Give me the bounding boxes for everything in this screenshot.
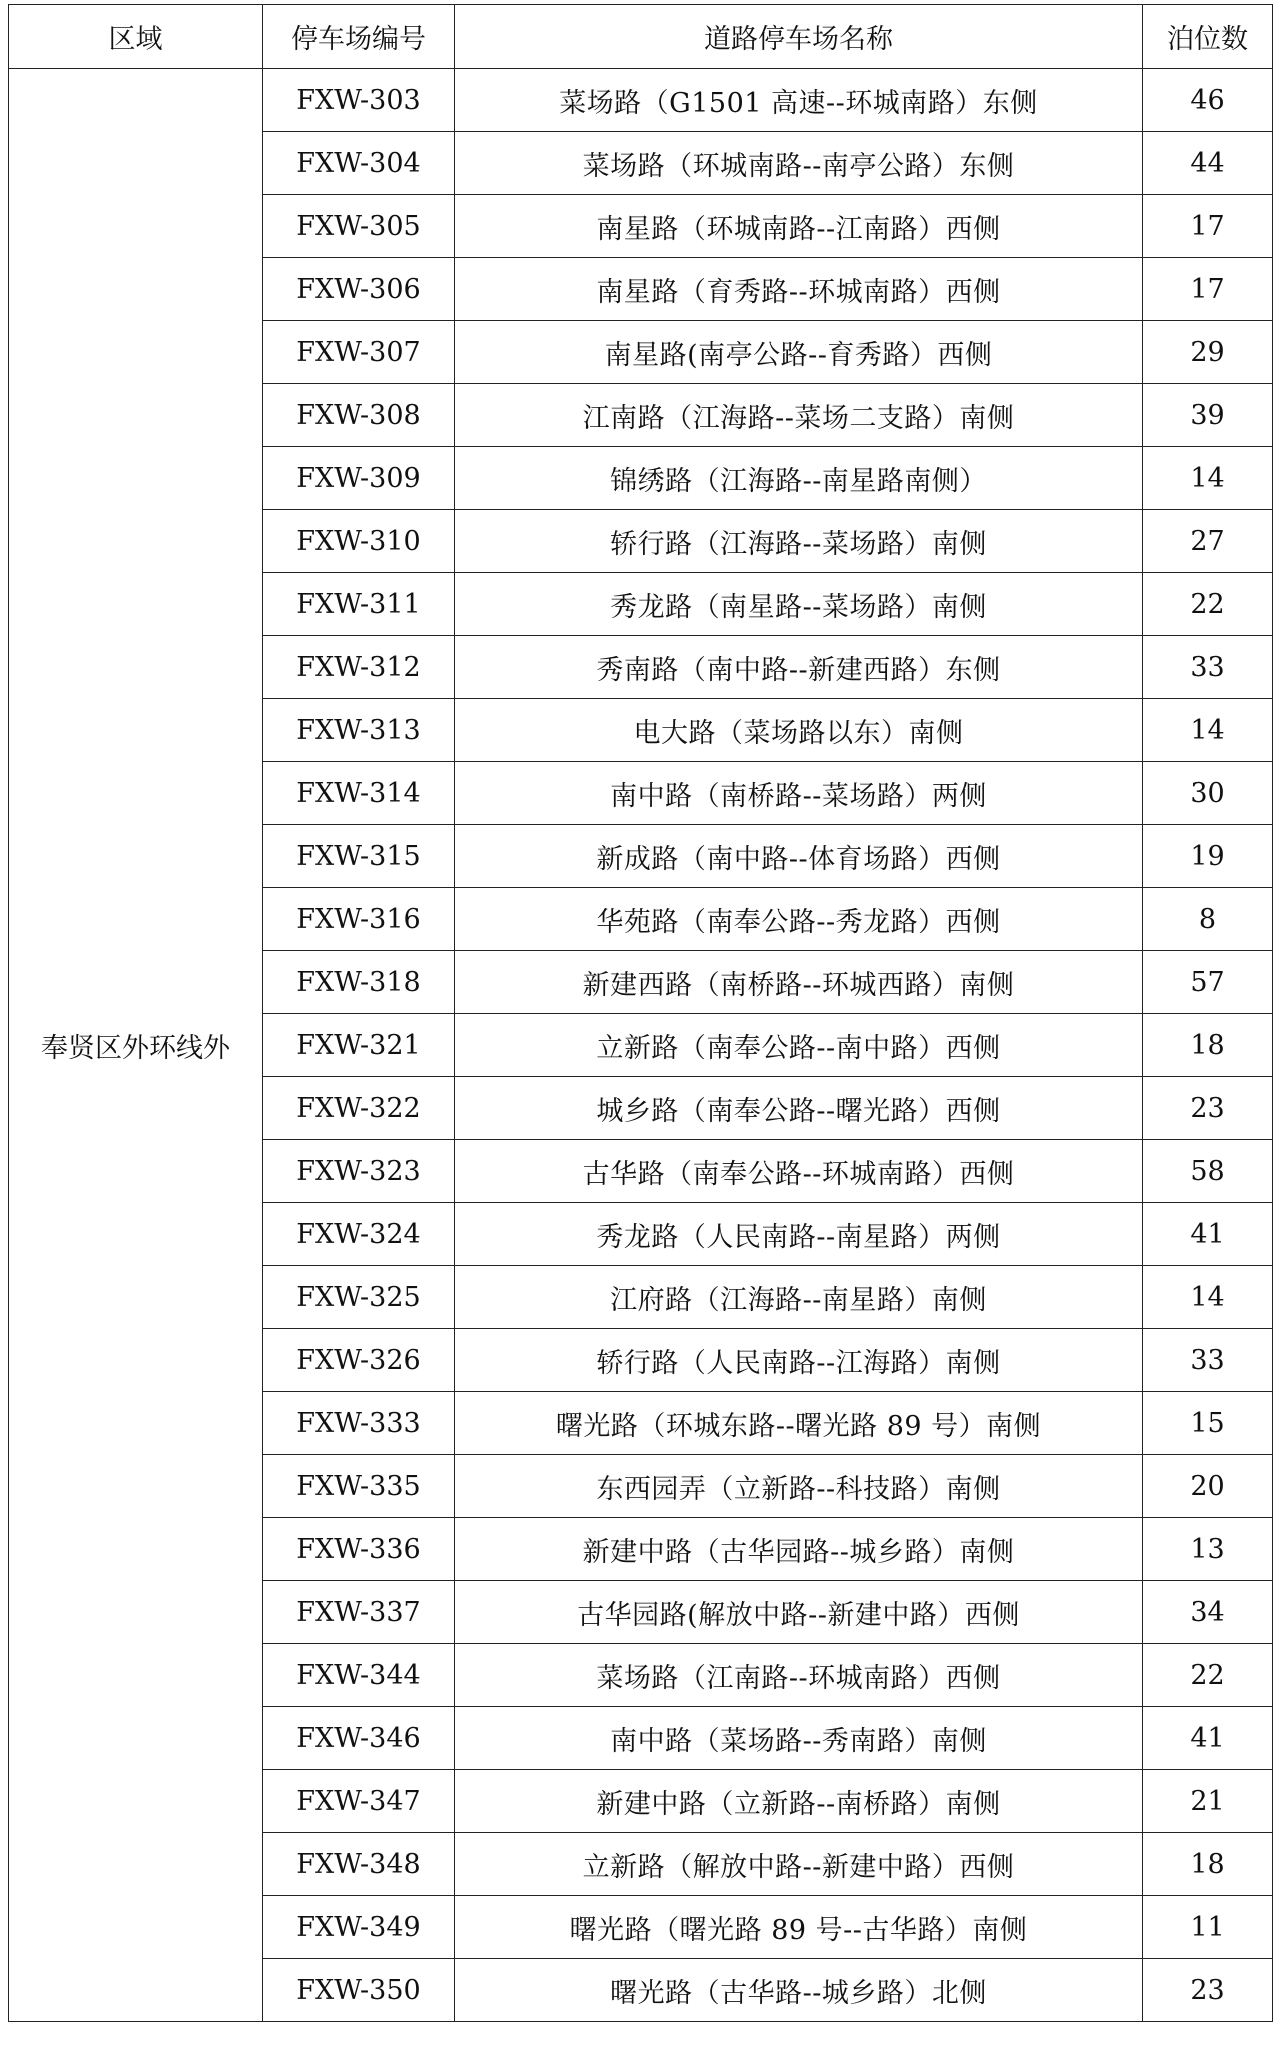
lot-id-cell: FXW-306 (263, 258, 455, 321)
lot-name-cell: 古华路（南奉公路--环城南路）西侧 (455, 1140, 1143, 1203)
lot-id-cell: FXW-303 (263, 69, 455, 132)
lot-id-cell: FXW-314 (263, 762, 455, 825)
spaces-cell: 33 (1143, 1329, 1273, 1392)
lot-name-cell: 秀龙路（人民南路--南星路）两侧 (455, 1203, 1143, 1266)
lot-name-cell: 轿行路（人民南路--江海路）南侧 (455, 1329, 1143, 1392)
lot-name-cell: 曙光路（曙光路 89 号--古华路）南侧 (455, 1896, 1143, 1959)
header-lot-id: 停车场编号 (263, 5, 455, 69)
lot-id-cell: FXW-350 (263, 1959, 455, 2022)
lot-id-cell: FXW-348 (263, 1833, 455, 1896)
spaces-cell: 29 (1143, 321, 1273, 384)
spaces-cell: 22 (1143, 1644, 1273, 1707)
spaces-cell: 30 (1143, 762, 1273, 825)
lot-id-cell: FXW-344 (263, 1644, 455, 1707)
lot-id-cell: FXW-324 (263, 1203, 455, 1266)
lot-id-cell: FXW-307 (263, 321, 455, 384)
lot-name-cell: 锦绣路（江海路--南星路南侧） (455, 447, 1143, 510)
parking-lot-table (8, 4, 1273, 2022)
spaces-cell: 22 (1143, 573, 1273, 636)
spaces-cell: 41 (1143, 1707, 1273, 1770)
lot-name-cell: 立新路（南奉公路--南中路）西侧 (455, 1014, 1143, 1077)
spaces-cell: 14 (1143, 447, 1273, 510)
lot-name-cell: 南星路(南亭公路--育秀路）西侧 (455, 321, 1143, 384)
spaces-cell: 34 (1143, 1581, 1273, 1644)
lot-name-cell: 东西园弄（立新路--科技路）南侧 (455, 1455, 1143, 1518)
spaces-cell: 41 (1143, 1203, 1273, 1266)
spaces-cell: 8 (1143, 888, 1273, 951)
spaces-cell: 17 (1143, 258, 1273, 321)
lot-id-cell: FXW-309 (263, 447, 455, 510)
spaces-cell: 20 (1143, 1455, 1273, 1518)
lot-name-cell: 南星路（育秀路--环城南路）西侧 (455, 258, 1143, 321)
spaces-cell: 58 (1143, 1140, 1273, 1203)
spaces-cell: 17 (1143, 195, 1273, 258)
spaces-cell: 23 (1143, 1959, 1273, 2022)
spaces-cell: 19 (1143, 825, 1273, 888)
lot-id-cell: FXW-313 (263, 699, 455, 762)
lot-name-cell: 城乡路（南奉公路--曙光路）西侧 (455, 1077, 1143, 1140)
lot-id-cell: FXW-349 (263, 1896, 455, 1959)
lot-id-cell: FXW-322 (263, 1077, 455, 1140)
lot-name-cell: 新建中路（立新路--南桥路）南侧 (455, 1770, 1143, 1833)
lot-id-cell: FXW-312 (263, 636, 455, 699)
lot-id-cell: FXW-337 (263, 1581, 455, 1644)
header-spaces: 泊位数 (1143, 5, 1273, 69)
spaces-cell: 23 (1143, 1077, 1273, 1140)
spaces-cell: 44 (1143, 132, 1273, 195)
spaces-cell: 11 (1143, 1896, 1273, 1959)
spaces-cell: 21 (1143, 1770, 1273, 1833)
spaces-cell: 18 (1143, 1833, 1273, 1896)
header-lot-name: 道路停车场名称 (455, 5, 1143, 69)
spaces-cell: 14 (1143, 699, 1273, 762)
lot-id-cell: FXW-308 (263, 384, 455, 447)
spaces-cell: 57 (1143, 951, 1273, 1014)
lot-name-cell: 电大路（菜场路以东）南侧 (455, 699, 1143, 762)
spaces-cell: 13 (1143, 1518, 1273, 1581)
header-region: 区域 (9, 5, 263, 69)
lot-name-cell: 南星路（环城南路--江南路）西侧 (455, 195, 1143, 258)
lot-id-cell: FXW-335 (263, 1455, 455, 1518)
lot-name-cell: 新建西路（南桥路--环城西路）南侧 (455, 951, 1143, 1014)
lot-name-cell: 新成路（南中路--体育场路）西侧 (455, 825, 1143, 888)
table-row (9, 69, 1273, 132)
spaces-cell: 27 (1143, 510, 1273, 573)
lot-id-cell: FXW-326 (263, 1329, 455, 1392)
spaces-cell: 18 (1143, 1014, 1273, 1077)
lot-id-cell: FXW-347 (263, 1770, 455, 1833)
lot-name-cell: 古华园路(解放中路--新建中路）西侧 (455, 1581, 1143, 1644)
lot-id-cell: FXW-346 (263, 1707, 455, 1770)
lot-id-cell: FXW-323 (263, 1140, 455, 1203)
lot-id-cell: FXW-305 (263, 195, 455, 258)
lot-name-cell: 曙光路（古华路--城乡路）北侧 (455, 1959, 1143, 2022)
lot-name-cell: 立新路（解放中路--新建中路）西侧 (455, 1833, 1143, 1896)
lot-name-cell: 江府路（江海路--南星路）南侧 (455, 1266, 1143, 1329)
lot-name-cell: 菜场路（环城南路--南亭公路）东侧 (455, 132, 1143, 195)
spaces-cell: 46 (1143, 69, 1273, 132)
table-body (9, 69, 1273, 2022)
region-cell: 奉贤区外环线外 (9, 69, 263, 2022)
lot-name-cell: 新建中路（古华园路--城乡路）南侧 (455, 1518, 1143, 1581)
lot-name-cell: 华苑路（南奉公路--秀龙路）西侧 (455, 888, 1143, 951)
lot-id-cell: FXW-336 (263, 1518, 455, 1581)
spaces-cell: 14 (1143, 1266, 1273, 1329)
lot-name-cell: 江南路（江海路--菜场二支路）南侧 (455, 384, 1143, 447)
lot-name-cell: 轿行路（江海路--菜场路）南侧 (455, 510, 1143, 573)
lot-name-cell: 菜场路（G1501 高速--环城南路）东侧 (455, 69, 1143, 132)
spaces-cell: 15 (1143, 1392, 1273, 1455)
lot-name-cell: 秀龙路（南星路--菜场路）南侧 (455, 573, 1143, 636)
lot-id-cell: FXW-333 (263, 1392, 455, 1455)
lot-id-cell: FXW-321 (263, 1014, 455, 1077)
lot-name-cell: 南中路（菜场路--秀南路）南侧 (455, 1707, 1143, 1770)
spaces-cell: 39 (1143, 384, 1273, 447)
lot-name-cell: 菜场路（江南路--环城南路）西侧 (455, 1644, 1143, 1707)
lot-name-cell: 秀南路（南中路--新建西路）东侧 (455, 636, 1143, 699)
spaces-cell: 33 (1143, 636, 1273, 699)
lot-name-cell: 曙光路（环城东路--曙光路 89 号）南侧 (455, 1392, 1143, 1455)
lot-id-cell: FXW-304 (263, 132, 455, 195)
lot-id-cell: FXW-318 (263, 951, 455, 1014)
lot-id-cell: FXW-311 (263, 573, 455, 636)
lot-id-cell: FXW-315 (263, 825, 455, 888)
table-header-row (9, 5, 1273, 69)
lot-name-cell: 南中路（南桥路--菜场路）两侧 (455, 762, 1143, 825)
lot-id-cell: FXW-325 (263, 1266, 455, 1329)
lot-id-cell: FXW-316 (263, 888, 455, 951)
lot-id-cell: FXW-310 (263, 510, 455, 573)
